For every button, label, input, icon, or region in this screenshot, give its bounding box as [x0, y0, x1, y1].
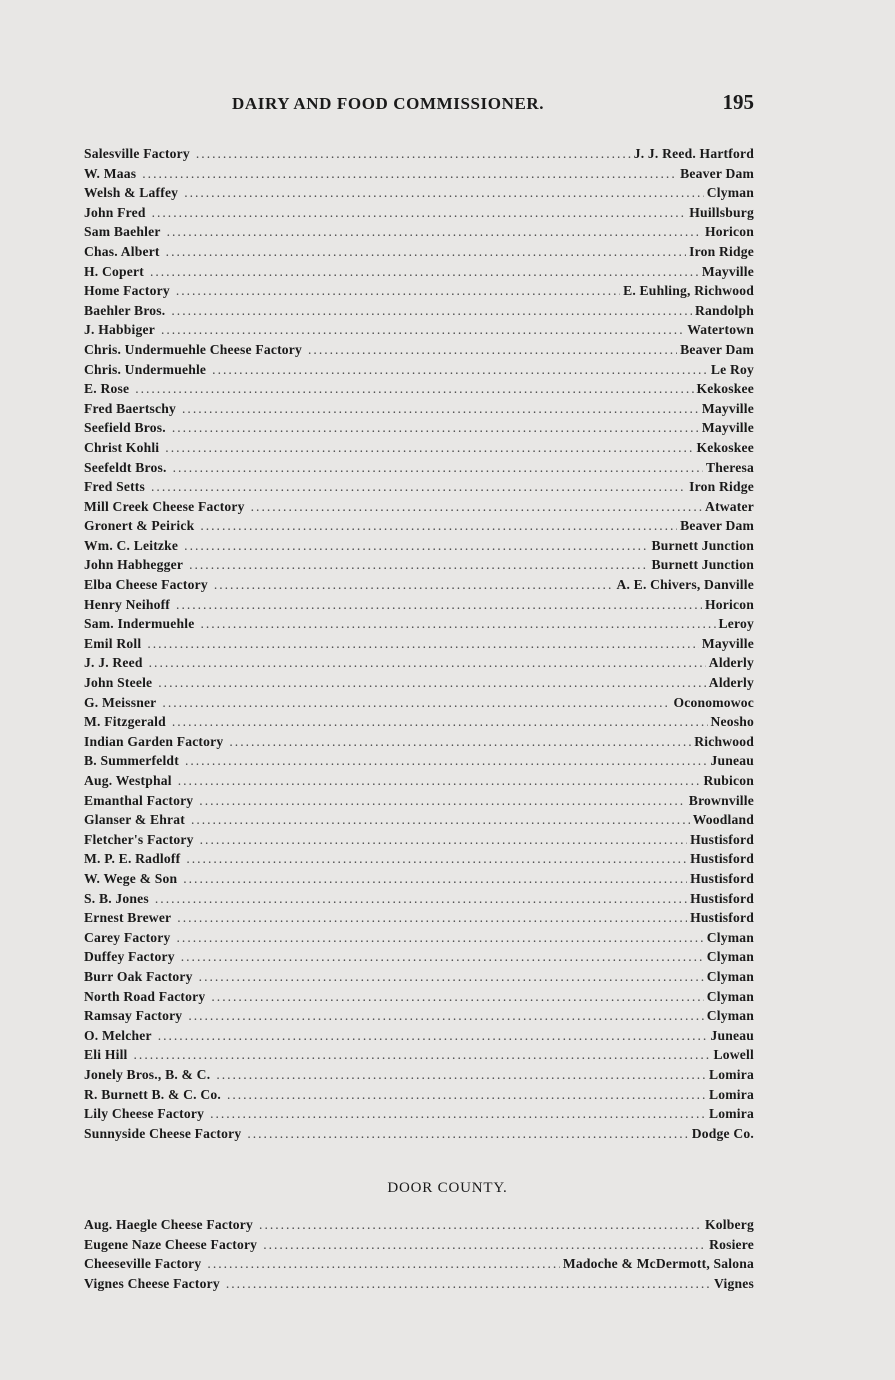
- entry-name: Carey Factory: [84, 929, 171, 945]
- list-item: [84, 166, 754, 186]
- list-item: [84, 714, 754, 734]
- entry-name: W. Maas: [84, 165, 137, 181]
- list-item: [84, 675, 754, 695]
- entry-location: Beaver Dam: [680, 165, 754, 181]
- entry-name: Home Factory: [84, 283, 170, 299]
- list-item: [84, 636, 754, 656]
- entry-location: Burnett Junction: [651, 537, 754, 553]
- dot-leader: [214, 577, 614, 593]
- entry-location: Huillsburg: [689, 204, 754, 220]
- list-item: [84, 1217, 754, 1237]
- dot-leader: [196, 146, 631, 162]
- entry-name: Aug. Westphal: [84, 773, 172, 788]
- entry-name: Seefield Bros.: [84, 420, 166, 436]
- entry-location: Le Roy: [710, 361, 754, 377]
- entry-location: Madoche & McDermott, Salona: [562, 1256, 754, 1272]
- entry-name: Fred Setts: [84, 479, 146, 495]
- entry-location: Richwood: [694, 733, 754, 749]
- entry-location: Iron Ridge: [689, 479, 754, 495]
- entry-name: Henry Neihoff: [84, 596, 171, 612]
- entry-name: J. J. Reed: [84, 655, 143, 671]
- dot-leader: [176, 283, 620, 299]
- list-item: [84, 773, 754, 793]
- list-item: [84, 851, 754, 871]
- dot-leader: [226, 1276, 711, 1292]
- dot-leader: [162, 695, 670, 711]
- entry-location: Clyman: [706, 185, 754, 201]
- entry-location: Leroy: [718, 616, 754, 632]
- entry-location: Oconomowoc: [673, 694, 754, 710]
- entry-location: Alderly: [708, 675, 754, 691]
- list-item: [84, 283, 754, 303]
- list-item: [84, 753, 754, 773]
- list-item: [84, 205, 754, 225]
- dot-leader: [199, 793, 686, 809]
- entry-name: Eli Hill: [84, 1047, 128, 1063]
- list-item: [84, 538, 754, 558]
- entry-location: Horicon: [705, 224, 754, 240]
- entry-name: North Road Factory: [84, 988, 206, 1004]
- entry-name: Jonely Bros., B. & C.: [84, 1066, 211, 1082]
- entry-location: Brownville: [688, 792, 754, 808]
- entry-location: Mayville: [701, 420, 754, 436]
- list-item: [84, 420, 754, 440]
- dot-leader: [227, 1087, 706, 1103]
- entry-location: Rubicon: [703, 773, 754, 788]
- entry-name: Christ Kohli: [84, 439, 160, 455]
- list-item: [84, 734, 754, 754]
- dot-leader: [211, 989, 703, 1005]
- entry-name: Salesville Factory: [84, 146, 190, 161]
- entry-location: Theresa: [706, 459, 754, 475]
- entry-name: B. Summerfeldt: [84, 753, 179, 769]
- dot-leader: [152, 205, 687, 221]
- list-item: [84, 440, 754, 460]
- dot-leader: [178, 773, 701, 789]
- dot-leader: [167, 224, 702, 240]
- list-item: [84, 479, 754, 499]
- dot-leader: [200, 616, 715, 632]
- section-heading-text: DOOR COUNTY.: [387, 1180, 508, 1196]
- entry-name: J. Habbiger: [84, 322, 155, 338]
- dot-leader: [188, 1008, 703, 1024]
- entry-location: Horicon: [705, 596, 754, 612]
- entry-location: Watertown: [687, 322, 754, 338]
- list-item: [84, 793, 754, 813]
- entry-location: Hustisford: [690, 890, 754, 906]
- dot-leader: [155, 891, 687, 907]
- entry-location: Burnett Junction: [651, 557, 754, 573]
- entry-location: Juneau: [710, 753, 754, 769]
- dot-leader: [147, 636, 699, 652]
- entry-name: Glanser & Ehrat: [84, 812, 185, 828]
- entry-name: Gronert & Peirick: [84, 518, 195, 534]
- entry-name: Cheeseville Factory: [84, 1256, 202, 1272]
- entry-location: Clyman: [706, 1008, 754, 1024]
- entry-name: R. Burnett B. & C. Co.: [84, 1086, 221, 1102]
- entry-location: J. J. Reed. Hartford: [633, 146, 754, 161]
- entry-location: Mayville: [701, 635, 754, 651]
- entry-name: Baehler Bros.: [84, 302, 166, 318]
- entry-name: W. Wege & Son: [84, 870, 178, 886]
- entry-location: Juneau: [710, 1027, 754, 1043]
- entry-name: Sam Baehler: [84, 224, 161, 240]
- dot-leader: [177, 930, 704, 946]
- dot-leader: [171, 303, 692, 319]
- dot-leader: [200, 518, 677, 534]
- list-item: [84, 832, 754, 852]
- entry-name: H. Copert: [84, 263, 144, 279]
- entry-name: Burr Oak Factory: [84, 968, 193, 984]
- list-item: [84, 616, 754, 636]
- dot-leader: [191, 812, 690, 828]
- list-item: [84, 871, 754, 891]
- entry-name: Vignes Cheese Factory: [84, 1275, 220, 1291]
- door-county-factory-list: [84, 1217, 754, 1295]
- entry-name: Welsh & Laffey: [84, 185, 179, 201]
- dot-leader: [184, 185, 704, 201]
- list-item: [84, 362, 754, 382]
- entry-location: Hustisford: [690, 851, 754, 867]
- list-item: [84, 1087, 754, 1107]
- entry-location: Clyman: [706, 949, 754, 965]
- dot-leader: [212, 362, 708, 378]
- entry-name: Sam. Indermuehle: [84, 616, 195, 632]
- entry-location: Kolberg: [705, 1217, 754, 1232]
- dot-leader: [216, 1067, 706, 1083]
- entry-location: Hustisford: [690, 910, 754, 926]
- dot-leader: [263, 1237, 706, 1253]
- entry-name: John Steele: [84, 675, 153, 691]
- dot-leader: [181, 949, 704, 965]
- list-item: [84, 695, 754, 715]
- entry-location: Woodland: [692, 812, 754, 828]
- list-item: [84, 655, 754, 675]
- list-item: [84, 264, 754, 284]
- dot-leader: [189, 557, 648, 573]
- entry-location: Dodge Co.: [691, 1125, 754, 1141]
- list-item: [84, 1106, 754, 1126]
- list-item: [84, 146, 754, 166]
- list-item: [84, 1237, 754, 1257]
- list-item: [84, 303, 754, 323]
- entry-name: Emanthal Factory: [84, 792, 194, 808]
- list-item: [84, 557, 754, 577]
- entry-location: Randolph: [694, 302, 754, 318]
- entry-location: Vignes: [714, 1275, 754, 1291]
- entry-name: Lily Cheese Factory: [84, 1106, 205, 1122]
- list-item: [84, 518, 754, 538]
- entry-name: Aug. Haegle Cheese Factory: [84, 1217, 254, 1232]
- entry-location: Kekoskee: [696, 439, 754, 455]
- entry-location: Lomira: [709, 1066, 754, 1082]
- dot-leader: [172, 714, 708, 730]
- running-head: DAIRY AND FOOD COMMISSIONER.: [232, 94, 545, 113]
- list-item: [84, 891, 754, 911]
- entry-location: Mayville: [701, 400, 754, 416]
- factory-list: [84, 146, 754, 1145]
- list-item: [84, 224, 754, 244]
- dot-leader: [251, 499, 702, 515]
- entry-name: E. Rose: [84, 381, 130, 397]
- entry-name: Mill Creek Cheese Factory: [84, 498, 245, 514]
- entry-name: Chris. Undermuehle: [84, 361, 207, 377]
- dot-leader: [161, 322, 684, 338]
- entry-location: E. Euhling, Richwood: [623, 283, 754, 299]
- entry-location: Alderly: [708, 655, 754, 671]
- entry-location: Clyman: [706, 968, 754, 984]
- entry-name: Chas. Albert: [84, 243, 160, 259]
- section-heading-door-county: [0, 1180, 895, 1197]
- entry-location: Lowell: [713, 1047, 754, 1063]
- entry-location: Kekoskee: [696, 381, 754, 397]
- dot-leader: [172, 420, 699, 436]
- list-item: [84, 1256, 754, 1276]
- entry-name: Ernest Brewer: [84, 910, 172, 926]
- list-item: [84, 342, 754, 362]
- list-item: [84, 949, 754, 969]
- list-item: [84, 597, 754, 617]
- entry-name: Sunnyside Cheese Factory: [84, 1125, 242, 1141]
- list-item: [84, 322, 754, 342]
- entry-location: Mayville: [701, 263, 754, 279]
- dot-leader: [259, 1217, 702, 1233]
- list-item: [84, 1028, 754, 1048]
- list-item: [84, 401, 754, 421]
- list-item: [84, 460, 754, 480]
- dot-leader: [183, 871, 687, 887]
- dot-leader: [177, 910, 687, 926]
- dot-leader: [184, 538, 648, 554]
- entry-location: Lomira: [709, 1106, 754, 1122]
- dot-leader: [229, 734, 691, 750]
- list-item: [84, 244, 754, 264]
- dot-leader: [207, 1256, 559, 1272]
- list-item: [84, 812, 754, 832]
- page-number: 195: [722, 90, 754, 114]
- entry-name: John Fred: [84, 204, 146, 220]
- entry-location: Iron Ridge: [689, 243, 754, 259]
- list-item: [84, 499, 754, 519]
- entry-name: Seefeldt Bros.: [84, 459, 167, 475]
- entry-location: Atwater: [705, 498, 754, 514]
- entry-name: Elba Cheese Factory: [84, 577, 208, 593]
- list-item: [84, 1008, 754, 1028]
- entry-name: G. Meissner: [84, 694, 157, 710]
- entry-name: Fred Baertschy: [84, 400, 177, 416]
- dot-leader: [176, 597, 702, 613]
- dot-leader: [135, 381, 693, 397]
- entry-name: Chris. Undermuehle Cheese Factory: [84, 341, 303, 357]
- entry-name: Duffey Factory: [84, 949, 175, 965]
- entry-name: Wm. C. Leitzke: [84, 537, 179, 553]
- dot-leader: [173, 460, 703, 476]
- entry-location: Hustisford: [690, 831, 754, 847]
- dot-leader: [134, 1047, 711, 1063]
- entry-name: S. B. Jones: [84, 890, 149, 906]
- list-item: [84, 969, 754, 989]
- entry-location: Clyman: [706, 988, 754, 1004]
- entry-location: Beaver Dam: [680, 341, 754, 357]
- entry-location: A. E. Chivers, Danville: [616, 577, 754, 593]
- list-item: [84, 577, 754, 597]
- dot-leader: [158, 1028, 708, 1044]
- dot-leader: [142, 166, 677, 182]
- dot-leader: [150, 264, 699, 280]
- entry-name: M. P. E. Radloff: [84, 851, 181, 867]
- dot-leader: [210, 1106, 706, 1122]
- dot-leader: [186, 851, 687, 867]
- entry-name: Ramsay Factory: [84, 1008, 183, 1024]
- dot-leader: [182, 401, 699, 417]
- entry-name: Indian Garden Factory: [84, 733, 224, 749]
- entry-location: Neosho: [710, 714, 754, 730]
- entry-location: Hustisford: [690, 870, 754, 886]
- dot-leader: [200, 832, 687, 848]
- list-item: [84, 381, 754, 401]
- list-item: [84, 910, 754, 930]
- entry-name: John Habhegger: [84, 557, 184, 573]
- dot-leader: [165, 440, 693, 456]
- dot-leader: [308, 342, 677, 358]
- entry-location: Beaver Dam: [680, 518, 754, 534]
- list-item: [84, 989, 754, 1009]
- entry-name: M. Fitzgerald: [84, 714, 166, 730]
- dot-leader: [185, 753, 708, 769]
- list-item: [84, 930, 754, 950]
- dot-leader: [158, 675, 706, 691]
- entry-location: Clyman: [706, 929, 754, 945]
- page-header: [84, 88, 754, 124]
- entry-location: Rosiere: [709, 1236, 754, 1252]
- list-item: [84, 1126, 754, 1146]
- dot-leader: [166, 244, 687, 260]
- entry-location: Lomira: [709, 1086, 754, 1102]
- list-item: [84, 1047, 754, 1067]
- entry-name: O. Melcher: [84, 1027, 152, 1043]
- dot-leader: [149, 655, 706, 671]
- list-item: [84, 185, 754, 205]
- entry-name: Eugene Naze Cheese Factory: [84, 1236, 258, 1252]
- dot-leader: [199, 969, 704, 985]
- dot-leader: [247, 1126, 688, 1142]
- dot-leader: [151, 479, 686, 495]
- entry-name: Emil Roll: [84, 635, 142, 651]
- list-item: [84, 1067, 754, 1087]
- entry-name: Fletcher's Factory: [84, 831, 194, 847]
- list-item: [84, 1276, 754, 1296]
